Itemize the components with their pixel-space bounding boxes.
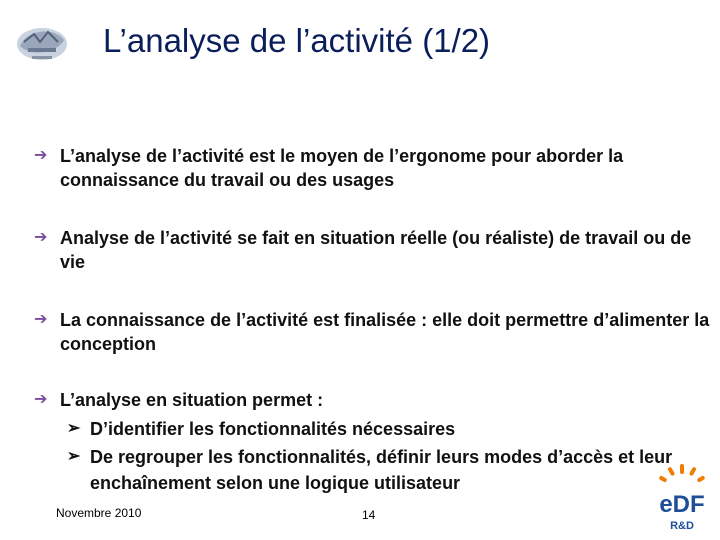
arrowhead-icon: ➢ [67, 448, 81, 465]
arrow-right-icon: ➔ [34, 391, 48, 408]
arrow-right-icon: ➔ [34, 311, 48, 328]
sub-bullet-item [67, 444, 707, 496]
bullet-text: L’analyse de l’activité est le moyen de l’ergonome pour aborder la connaissance du travail ou des usages [60, 146, 624, 190]
footer-date: Novembre 2010 [56, 506, 142, 520]
page-number: 14 [362, 508, 376, 522]
bullet-item [34, 226, 714, 274]
sub-bullet-item [67, 416, 707, 442]
edf-logo-icon [652, 462, 712, 534]
arrow-right-icon: ➔ [34, 147, 48, 164]
sub-bullet-text: D’identifier les fonctionnalités nécessaires [90, 419, 456, 439]
slide-title: L’analyse de l’activité (1/2) [103, 22, 491, 59]
arrowhead-icon: ➢ [67, 420, 81, 437]
bullet-text: La connaissance de l’activité est finalisée : elle doit permettre d’alimenter la conception [60, 310, 710, 354]
sub-bullet-text: De regrouper les fonctionnalités, définir leurs modes d’accès et leur enchaînement selon une logique utilisateur [90, 447, 673, 493]
bullet-text: Analyse de l’activité se fait en situation réelle (ou réaliste) de travail ou de vie [60, 228, 692, 272]
arrow-right-icon: ➔ [34, 229, 48, 246]
bullet-text: L’analyse en situation permet : [60, 390, 324, 410]
bullet-item [34, 308, 714, 356]
institution-logo-icon [14, 22, 70, 68]
edf-logo-text: eDF [659, 491, 705, 518]
bullet-item [34, 388, 714, 412]
rd-logo-text: R&D [670, 520, 694, 532]
bullet-item [34, 144, 714, 192]
